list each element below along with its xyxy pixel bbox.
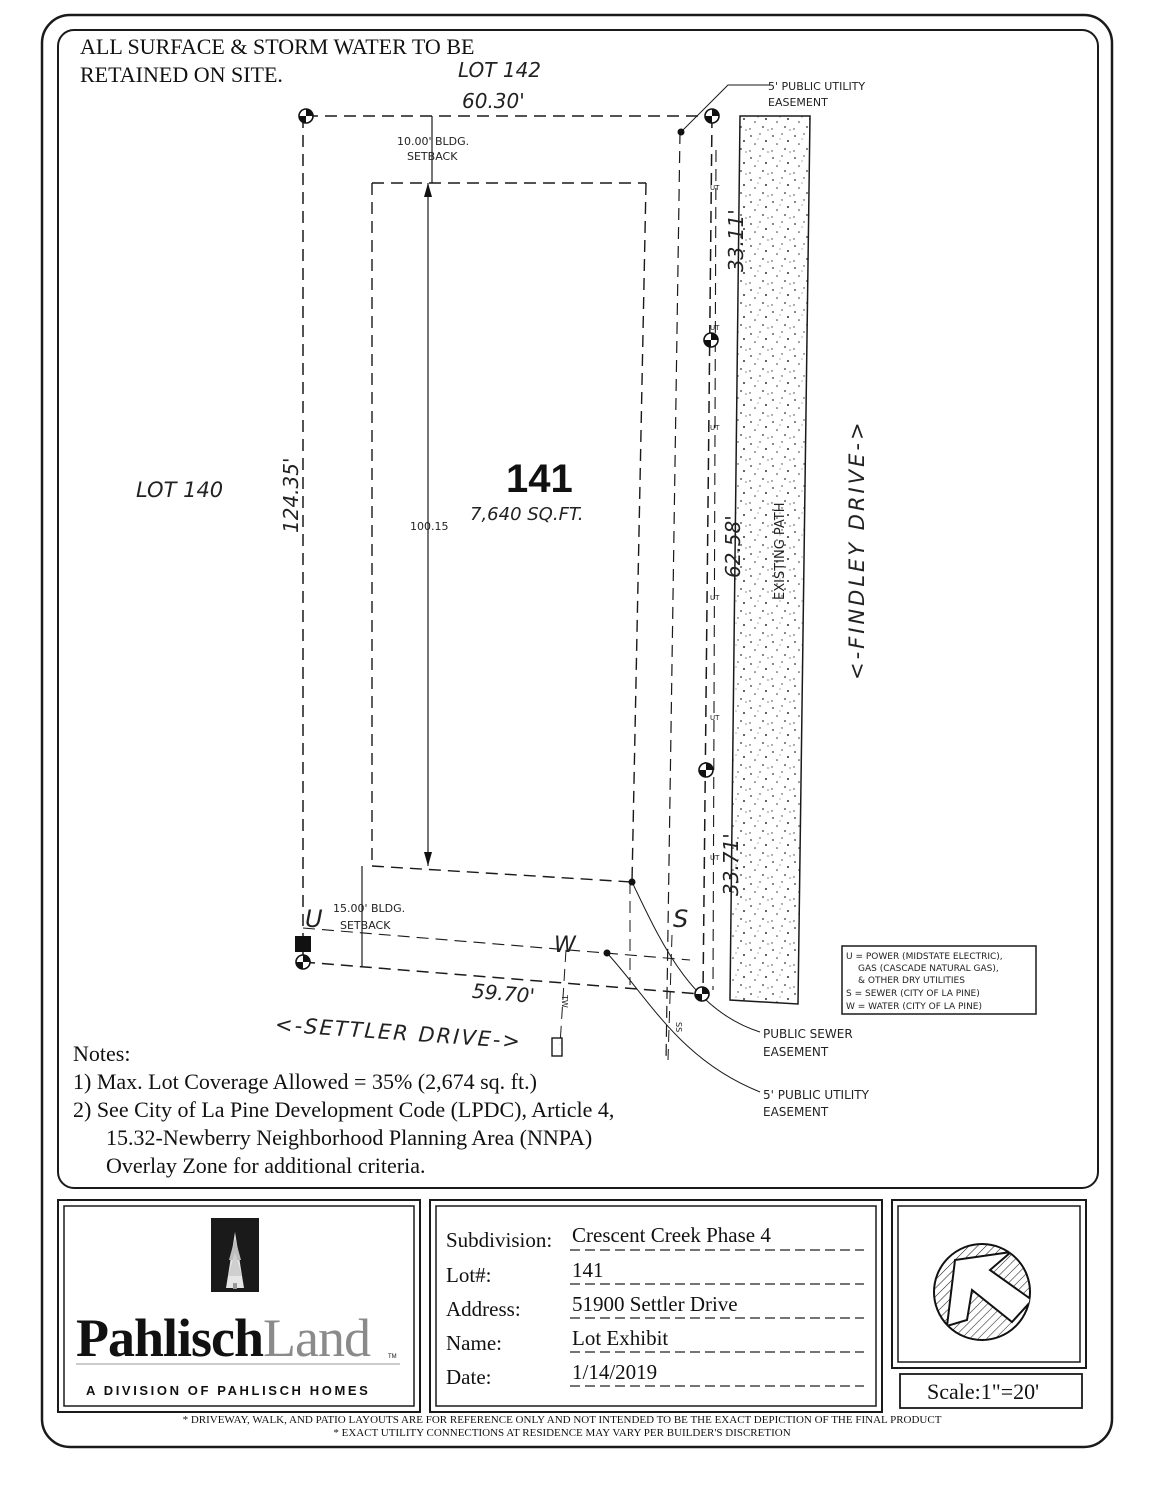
water-meter-box xyxy=(552,1038,562,1056)
scale-label: Scale:1"=20' xyxy=(927,1379,1040,1404)
lot-area: 7,640 SQ.FT. xyxy=(470,504,584,525)
power-box xyxy=(295,936,311,952)
note-line: 15.32-Newberry Neighborhood Planning Area (NNPA) xyxy=(106,1125,593,1150)
lot-west-label: LOT 140 xyxy=(136,478,224,502)
monument-marker xyxy=(299,109,313,123)
dim-bottom: 59.70' xyxy=(471,978,536,1009)
ut-mark: UT xyxy=(710,714,720,722)
street-east-label: <-FINDLEY DRIVE-> xyxy=(845,419,869,680)
logo-wordmark xyxy=(76,1308,371,1368)
dim-east-3: 33.71' xyxy=(719,833,743,896)
info-label-lot: Lot#: xyxy=(446,1263,492,1287)
point-marker xyxy=(629,879,636,886)
depth-dimension: 100.15 xyxy=(410,520,449,533)
lot-number: 141 xyxy=(506,457,573,501)
logo-wordmark-accent: Land xyxy=(263,1308,370,1368)
dim-west: 124.35' xyxy=(279,457,303,533)
logo-tagline: A DIVISION OF PAHLISCH HOMES xyxy=(86,1383,371,1398)
setback-line-east xyxy=(632,183,646,882)
ut-mark: UT xyxy=(710,424,720,432)
street-south-label: <-SETTLER DRIVE-> xyxy=(274,1012,523,1054)
depth-arrow-top xyxy=(424,183,432,197)
monument-marker xyxy=(296,955,310,969)
disclaimer-line: * EXACT UTILITY CONNECTIONS AT RESIDENCE MAY VARY PER BUILDER'S DISCRETION xyxy=(333,1427,791,1439)
setback-front-1: 10.00' BLDG. xyxy=(397,135,470,148)
setback-line-south xyxy=(372,866,632,882)
lot-north-label: LOT 142 xyxy=(458,58,542,82)
util-s-label: S xyxy=(673,905,689,933)
setback-front-2: SETBACK xyxy=(407,150,458,163)
easement-pue-top-2: EASEMENT xyxy=(768,96,828,109)
depth-arrow-bottom xyxy=(424,852,432,866)
pahlisch-tree-logo xyxy=(211,1218,259,1292)
note-line: 2) See City of La Pine Development Code (LPDC), Article 4, xyxy=(73,1097,615,1122)
info-value-lot: 141 xyxy=(572,1258,604,1282)
info-label-address: Address: xyxy=(446,1297,521,1321)
legend-item: S = SEWER (CITY OF LA PINE) xyxy=(846,989,980,999)
util-w-label: W xyxy=(554,933,576,958)
point-marker xyxy=(604,950,611,957)
monument-marker xyxy=(704,333,718,347)
logo-trademark: TM xyxy=(388,1354,397,1360)
monument-marker xyxy=(705,109,719,123)
legend-item: W = WATER (CITY OF LA PINE) xyxy=(846,1002,983,1012)
dim-top: 60.30' xyxy=(462,89,525,113)
monument-marker xyxy=(695,987,709,1001)
monument-marker xyxy=(699,763,713,777)
easement-pue-bottom-2: EASEMENT xyxy=(763,1105,829,1119)
existing-path-label: EXISTING PATH xyxy=(773,502,788,600)
logo-wordmark-main: Pahlisch xyxy=(76,1308,264,1368)
note-line: 1) Max. Lot Coverage Allowed = 35% (2,674 sq. ft.) xyxy=(73,1069,537,1094)
setback-rear-2: SETBACK xyxy=(340,919,391,932)
legend-item: U = POWER (MIDSTATE ELECTRIC), xyxy=(846,952,1003,962)
easement-pue-top-1: 5' PUBLIC UTILITY xyxy=(768,80,866,93)
point-marker xyxy=(678,129,685,136)
storm-note-line-2: RETAINED ON SITE. xyxy=(80,62,283,87)
easement-sewer-2: EASEMENT xyxy=(763,1045,829,1059)
info-value-subdivision: Crescent Creek Phase 4 xyxy=(572,1223,771,1247)
note-line: Overlay Zone for additional criteria. xyxy=(106,1153,426,1178)
ut-mark: UT xyxy=(710,324,720,332)
setback-rear-1: 15.00' BLDG. xyxy=(333,902,406,915)
tw-label: TW xyxy=(560,995,569,1008)
legend-item: GAS (CASCADE NATURAL GAS), xyxy=(858,964,999,974)
ss-label: SS xyxy=(674,1022,683,1033)
ut-line-east xyxy=(713,150,716,990)
storm-note-line-1: ALL SURFACE & STORM WATER TO BE xyxy=(80,34,475,59)
survey-monuments xyxy=(295,109,719,1001)
info-label-subdivision: Subdivision: xyxy=(446,1228,553,1252)
north-arrow-icon xyxy=(934,1244,1032,1340)
disclaimer-line: * DRIVEWAY, WALK, AND PATIO LAYOUTS ARE FOR REFERENCE ONLY AND NOT INTENDED TO BE THE EXACT DEPICTION OF THE FINAL PRODUCT xyxy=(182,1414,942,1426)
legend-item: & OTHER DRY UTILITIES xyxy=(858,976,965,986)
util-u-label: U xyxy=(305,905,323,933)
lot-line-east xyxy=(703,116,712,994)
ut-mark: UT xyxy=(710,184,720,192)
info-label-date: Date: xyxy=(446,1365,492,1389)
info-value-date: 1/14/2019 xyxy=(572,1360,658,1384)
info-value-address: 51900 Settler Drive xyxy=(572,1292,738,1316)
water-line xyxy=(303,928,690,960)
info-value-name: Lot Exhibit xyxy=(572,1326,669,1350)
dim-east-2: 62.58' xyxy=(721,515,745,578)
info-label-name: Name: xyxy=(446,1331,502,1355)
dim-east-1: 33.11' xyxy=(724,209,748,272)
notes-heading: Notes: xyxy=(73,1041,131,1066)
easement-pue-bottom-1: 5' PUBLIC UTILITY xyxy=(763,1088,869,1102)
ut-mark: UT xyxy=(710,594,720,602)
ut-mark: UT xyxy=(710,854,720,862)
easement-sewer-1: PUBLIC SEWER xyxy=(763,1027,853,1041)
